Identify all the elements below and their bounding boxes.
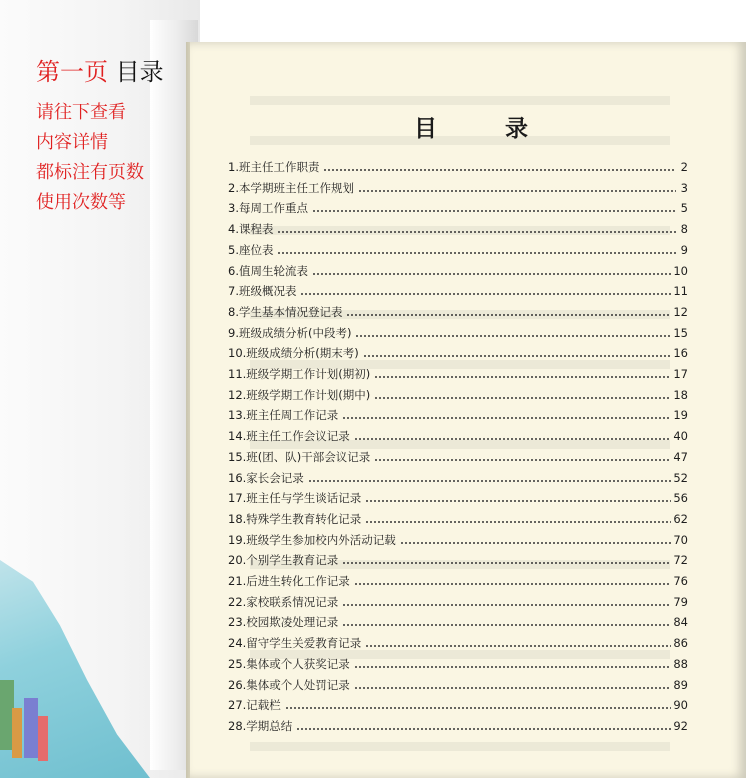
toc-entry-label: 16.家长会记录 [228,470,304,485]
toc-entry-page: 72 [673,553,688,568]
toc-entry-label: 21.后进生转化工作记录 [228,574,350,588]
annotation-title-black: 目录 [115,58,164,86]
toc-leader-dots [358,190,676,192]
toc-entry-label: 1.班主任工作职责 [228,160,320,174]
toc-entry [228,655,688,673]
toc-heading: 目 录 [414,115,559,142]
toc-entry-page: 16 [673,346,688,361]
toc-entry-label: 5.座位表 [228,242,274,257]
toc-entry-label: 9.班级成绩分析(中段考) [228,325,352,340]
toc-entry [228,179,688,197]
toc-leader-dots [354,687,672,689]
toc-leader-dots [312,210,676,212]
toc-entry-label: 22.家校联系情况记录 [228,594,339,609]
toc-leader-dots [365,500,671,502]
toc-leader-dots [300,293,671,295]
bleed-through-text [250,96,670,105]
toc-leader-dots [296,728,671,730]
toc-entry [228,676,688,694]
toc-leader-dots [312,273,671,275]
toc-entry-label: 19.班级学生参加校内外活动记载 [228,532,396,547]
toc-entry-label: 13.班主任周工作记录 [228,408,339,423]
toc-leader-dots [374,459,671,461]
toc-leader-dots [285,707,672,709]
toc-entry [228,241,688,259]
toc-entry [228,158,688,176]
toc-entry-page: 17 [673,367,688,381]
toc-entry-page: 15 [673,325,688,340]
toc-entry [228,469,688,487]
toc-leader-dots [342,604,671,606]
toc-entry [228,593,688,611]
toc-entry-label: 11.班级学期工作计划(期初) [228,367,371,381]
toc-leader-dots [308,480,672,482]
toc-leader-dots [342,624,671,626]
toc-entry [228,551,688,569]
annotation-title-red: 第一页 [36,58,108,86]
toc-entry-label: 8.学生基本情况登记表 [228,304,343,319]
toc-entry-label: 2.本学期班主任工作规划 [228,180,354,195]
toc-entry-page: 3 [680,180,688,195]
toc-entry-page: 2 [680,160,688,174]
building-illustration [24,698,38,758]
toc-leader-dots [365,645,671,647]
toc-entry [228,386,688,404]
toc-entry-page: 9 [680,242,688,257]
toc-entry-page: 76 [673,574,688,588]
toc-entry-label: 10.班级成绩分析(期末考) [228,346,359,361]
toc-entry-page: 19 [673,408,688,423]
toc-entry-page: 86 [673,636,688,651]
toc-entry-page: 89 [673,677,688,692]
toc-entry [228,510,688,528]
toc-entry-label: 3.每周工作重点 [228,201,308,216]
toc-entry [228,531,688,549]
toc-entry [228,696,688,714]
toc-entry [228,303,688,321]
toc-leader-dots [354,666,672,668]
toc-entry [228,717,688,735]
annotation-line: 请往下查看 [36,102,126,123]
annotation-title [36,52,164,87]
toc-entry-page: 88 [673,656,688,671]
toc-entry-page: 62 [673,511,688,526]
toc-entry-page: 40 [673,429,688,444]
toc-entry-page: 92 [673,718,688,733]
toc-entry [228,344,688,362]
toc-leader-dots [363,355,672,357]
toc-entry-label: 18.特殊学生教育转化记录 [228,511,362,526]
toc-entry-page: 10 [673,263,688,278]
toc-entry-page: 47 [673,449,688,464]
toc-entry-page: 79 [673,594,688,609]
toc-entry-label: 26.集体或个人处罚记录 [228,677,350,692]
toc-entry-page: 5 [680,201,688,216]
building-illustration [38,716,48,761]
toc-entry-page: 52 [673,470,688,485]
toc-entry-label: 15.班(团、队)干部会议记录 [228,449,371,464]
toc-leader-dots [400,542,672,544]
toc-entry [228,613,688,631]
toc-entry [228,489,688,507]
toc-entry-page: 11 [673,284,688,299]
toc-entry [228,572,688,590]
toc-entry-page: 8 [680,222,688,237]
toc-leader-dots [323,169,676,171]
toc-entry-label: 25.集体或个人获奖记录 [228,656,350,671]
toc-entry [228,406,688,424]
toc-entry-label: 7.班级概况表 [228,284,297,299]
toc-entry-label: 12.班级学期工作计划(期中) [228,387,371,402]
toc-leader-dots [342,417,671,419]
toc-entry [228,282,688,300]
annotation-line: 内容详情 [36,132,108,153]
annotation-line: 都标注有页数 [36,162,144,183]
toc-leader-dots [365,521,671,523]
toc-entry-label: 28.学期总结 [228,718,293,733]
toc-leader-dots [374,397,671,399]
toc-entry-page: 70 [673,532,688,547]
annotation-line: 使用次数等 [36,192,126,213]
toc-entry-label: 14.班主任工作会议记录 [228,429,350,444]
toc-entry [228,262,688,280]
toc-entry-label: 4.课程表 [228,222,274,237]
toc-leader-dots [355,335,671,337]
toc-entry-page: 12 [673,304,688,319]
bleed-through-text [250,742,670,751]
toc-entry-page: 56 [673,491,688,506]
toc-leader-dots [277,252,676,254]
toc-leader-dots [374,376,671,378]
toc-entry-label: 6.值周生轮流表 [228,263,308,278]
toc-entry [228,324,688,342]
toc-leader-dots [342,562,671,564]
toc-leader-dots [277,231,676,233]
building-illustration [12,708,22,758]
toc-entry-page: 90 [673,698,688,713]
toc-entry [228,199,688,217]
toc-leader-dots [354,583,672,585]
toc-entry-page: 18 [673,387,688,402]
toc-leader-dots [346,314,671,316]
toc-entry [228,448,688,466]
toc-entry [228,634,688,652]
toc-entry-label: 23.校园欺凌处理记录 [228,615,339,630]
toc-entry [228,365,688,383]
toc-entry-label: 27.记载栏 [228,698,281,713]
toc-entry-label: 24.留守学生关爱教育记录 [228,636,362,651]
toc-leader-dots [354,438,672,440]
toc-entry-page: 84 [673,615,688,630]
toc-entry [228,220,688,238]
toc-entry-label: 20.个别学生教育记录 [228,553,339,568]
toc-entry-label: 17.班主任与学生谈话记录 [228,491,362,506]
toc-entry [228,427,688,445]
